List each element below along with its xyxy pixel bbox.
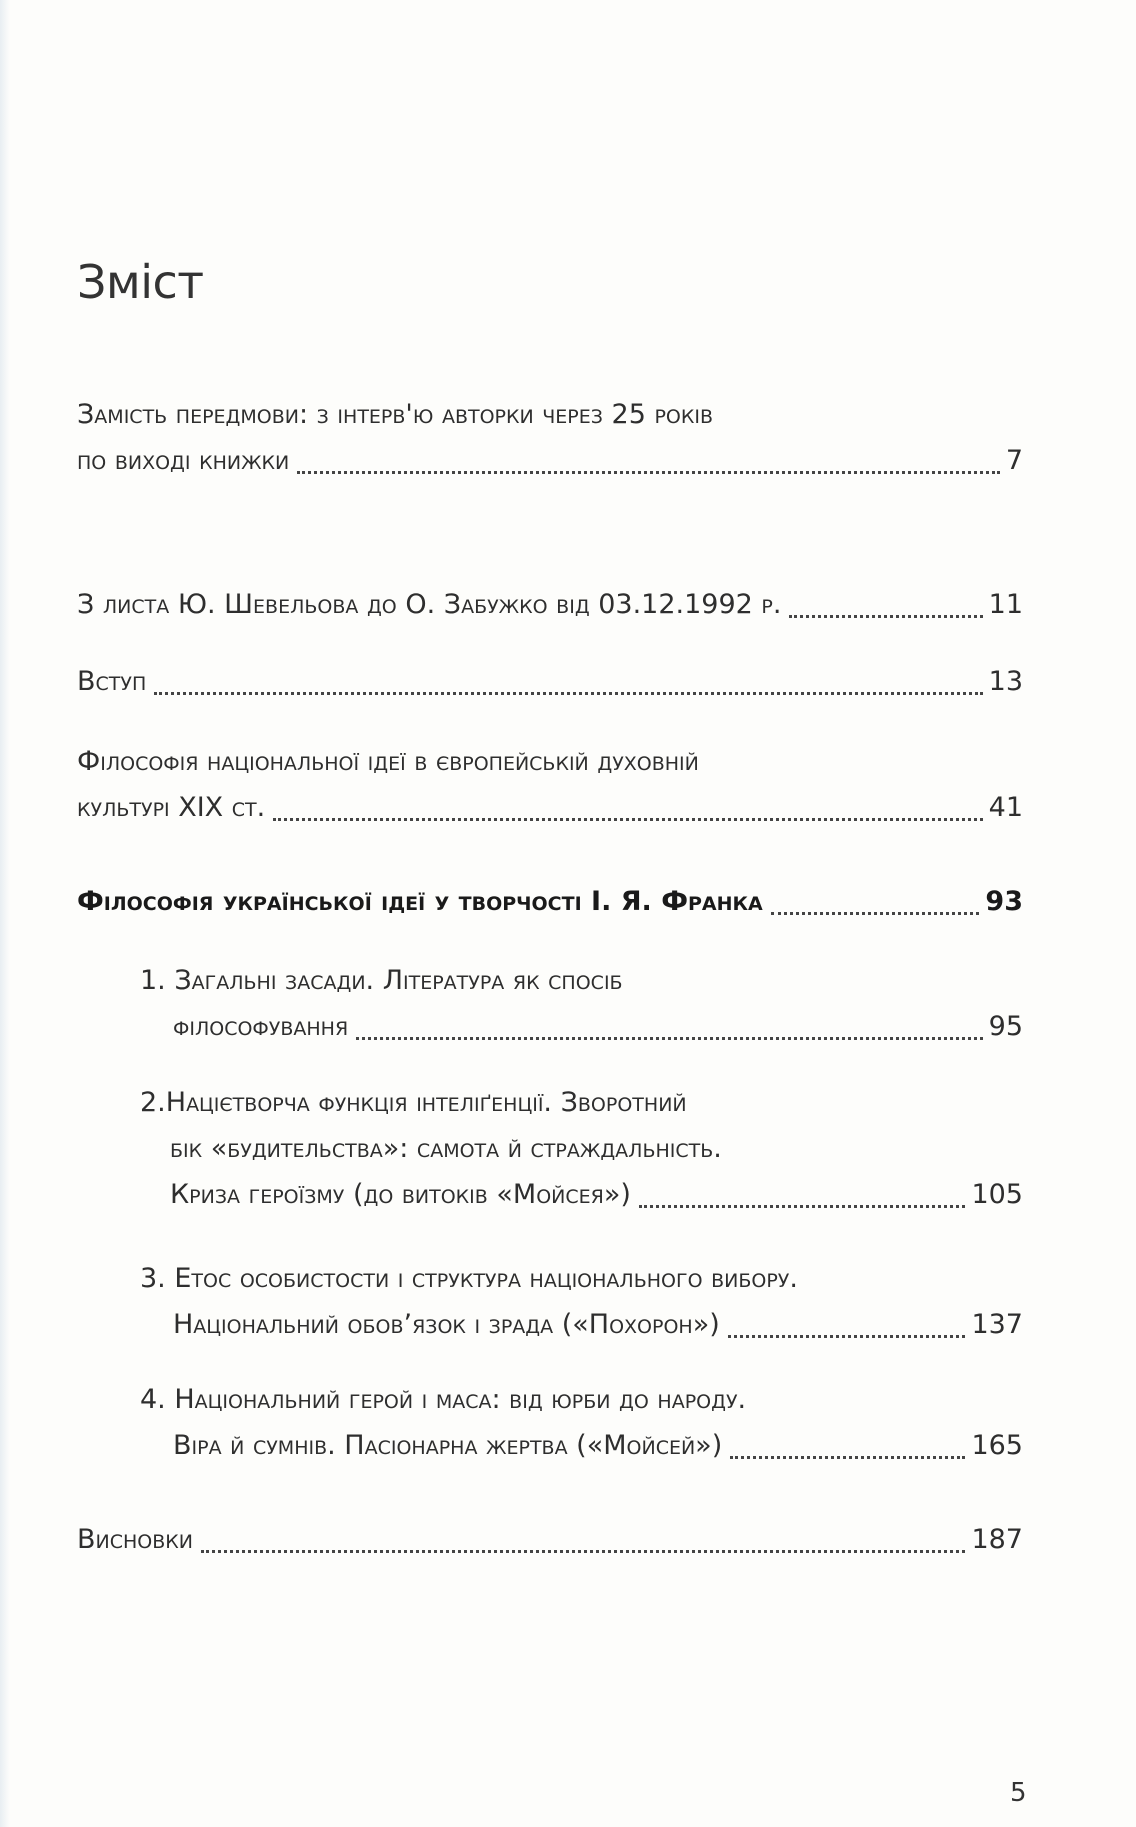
dot-leader [771, 912, 980, 915]
toc-page-number: 93 [985, 886, 1023, 917]
toc-page-number: 95 [988, 1011, 1023, 1042]
toc-entry-text: культурі XIX ст. [77, 792, 266, 823]
page-title: Зміст [77, 254, 204, 309]
page-number: 5 [1010, 1778, 1027, 1808]
page-edge [0, 0, 10, 1827]
toc-page-number: 41 [988, 792, 1023, 823]
toc-page-number: 105 [971, 1179, 1023, 1210]
toc-entry-text: Національний обов’язок і зрада («Похорон») [173, 1309, 720, 1340]
toc-page-number: 13 [988, 666, 1023, 697]
toc-entry-text: Замість передмови: з інтерв'ю авторки через 25 років [77, 399, 714, 430]
toc-entry-text: 3. Етос особистости і структура національного вибору. [140, 1263, 798, 1294]
toc-entry-line [77, 659, 1023, 705]
toc-entry-line [140, 1423, 1023, 1469]
toc-entry-line [140, 1080, 1023, 1126]
toc-entry-line [77, 438, 1023, 484]
dot-leader [728, 1335, 966, 1338]
toc-entry-line [77, 739, 1023, 785]
toc-page-number: 137 [971, 1309, 1023, 1340]
toc-entry-text: Філософія української ідеї у творчості І. Я. Франка [77, 886, 763, 917]
toc-entry-letter[interactable] [77, 582, 1023, 628]
toc-entry-line [140, 1256, 1023, 1302]
toc-entry-text: Філософія національної ідеї в європейській духовній [77, 746, 699, 777]
toc-subentry-2[interactable] [140, 1080, 1023, 1218]
dot-leader [356, 1037, 982, 1040]
toc-entry-line [77, 392, 1023, 438]
toc-entry-text: Криза героїзму (до витоків «Мойсея») [170, 1179, 631, 1210]
toc-entry-line [140, 958, 1023, 1004]
toc-page-number: 165 [971, 1430, 1023, 1461]
toc-entry-line [140, 1004, 1023, 1050]
dot-leader [639, 1205, 966, 1208]
toc-entry-conclusions[interactable] [77, 1517, 1023, 1563]
toc-entry-text: Вступ [77, 666, 147, 697]
toc-subentry-3[interactable] [140, 1256, 1023, 1348]
dot-leader [789, 615, 982, 618]
toc-subentry-1[interactable] [140, 958, 1023, 1050]
toc-entry-line [77, 785, 1023, 831]
toc-page-number: 11 [988, 589, 1023, 620]
dot-leader [273, 818, 982, 821]
dot-leader [730, 1456, 965, 1459]
toc-entry-text: 2.Націєтворча функція інтеліґенції. Зворотний [140, 1087, 687, 1118]
toc-entry-foreword[interactable] [77, 392, 1023, 484]
toc-entry-line [140, 1172, 1023, 1218]
toc-entry-text: 1. Загальні засади. Література як спосіб [140, 965, 623, 996]
toc-entry-line [77, 1517, 1023, 1563]
toc-entry-text: 4. Національний герой і маса: від юрби до народу. [140, 1384, 747, 1415]
toc-subentry-4[interactable] [140, 1377, 1023, 1469]
toc-entry-philosophy-national-idea[interactable] [77, 739, 1023, 831]
toc-entry-line [77, 879, 1023, 925]
toc-entry-text: Віра й сумнів. Пасіонарна жертва («Мойсей») [173, 1430, 723, 1461]
toc-page-number: 187 [971, 1524, 1023, 1555]
toc-entry-line [140, 1377, 1023, 1423]
toc-entry-introduction[interactable] [77, 659, 1023, 705]
toc-page-number: 7 [1005, 445, 1023, 476]
toc-entry-line [140, 1302, 1023, 1348]
dot-leader [154, 692, 982, 695]
toc-entry-text: Висновки [77, 1524, 193, 1555]
dot-leader [297, 471, 1000, 474]
dot-leader [201, 1550, 965, 1553]
toc-entry-chapter-franko[interactable] [77, 879, 1023, 925]
toc-entry-line [77, 582, 1023, 628]
toc-entry-line [140, 1126, 1023, 1172]
toc-entry-text: філософування [173, 1011, 349, 1042]
toc-entry-text: по виході книжки [77, 445, 290, 476]
toc-entry-text: бік «будительства»: самота й страждальність. [170, 1133, 722, 1164]
toc-entry-text: З листа Ю. Шевельова до О. Забужко від 03.12.1992 р. [77, 589, 782, 620]
